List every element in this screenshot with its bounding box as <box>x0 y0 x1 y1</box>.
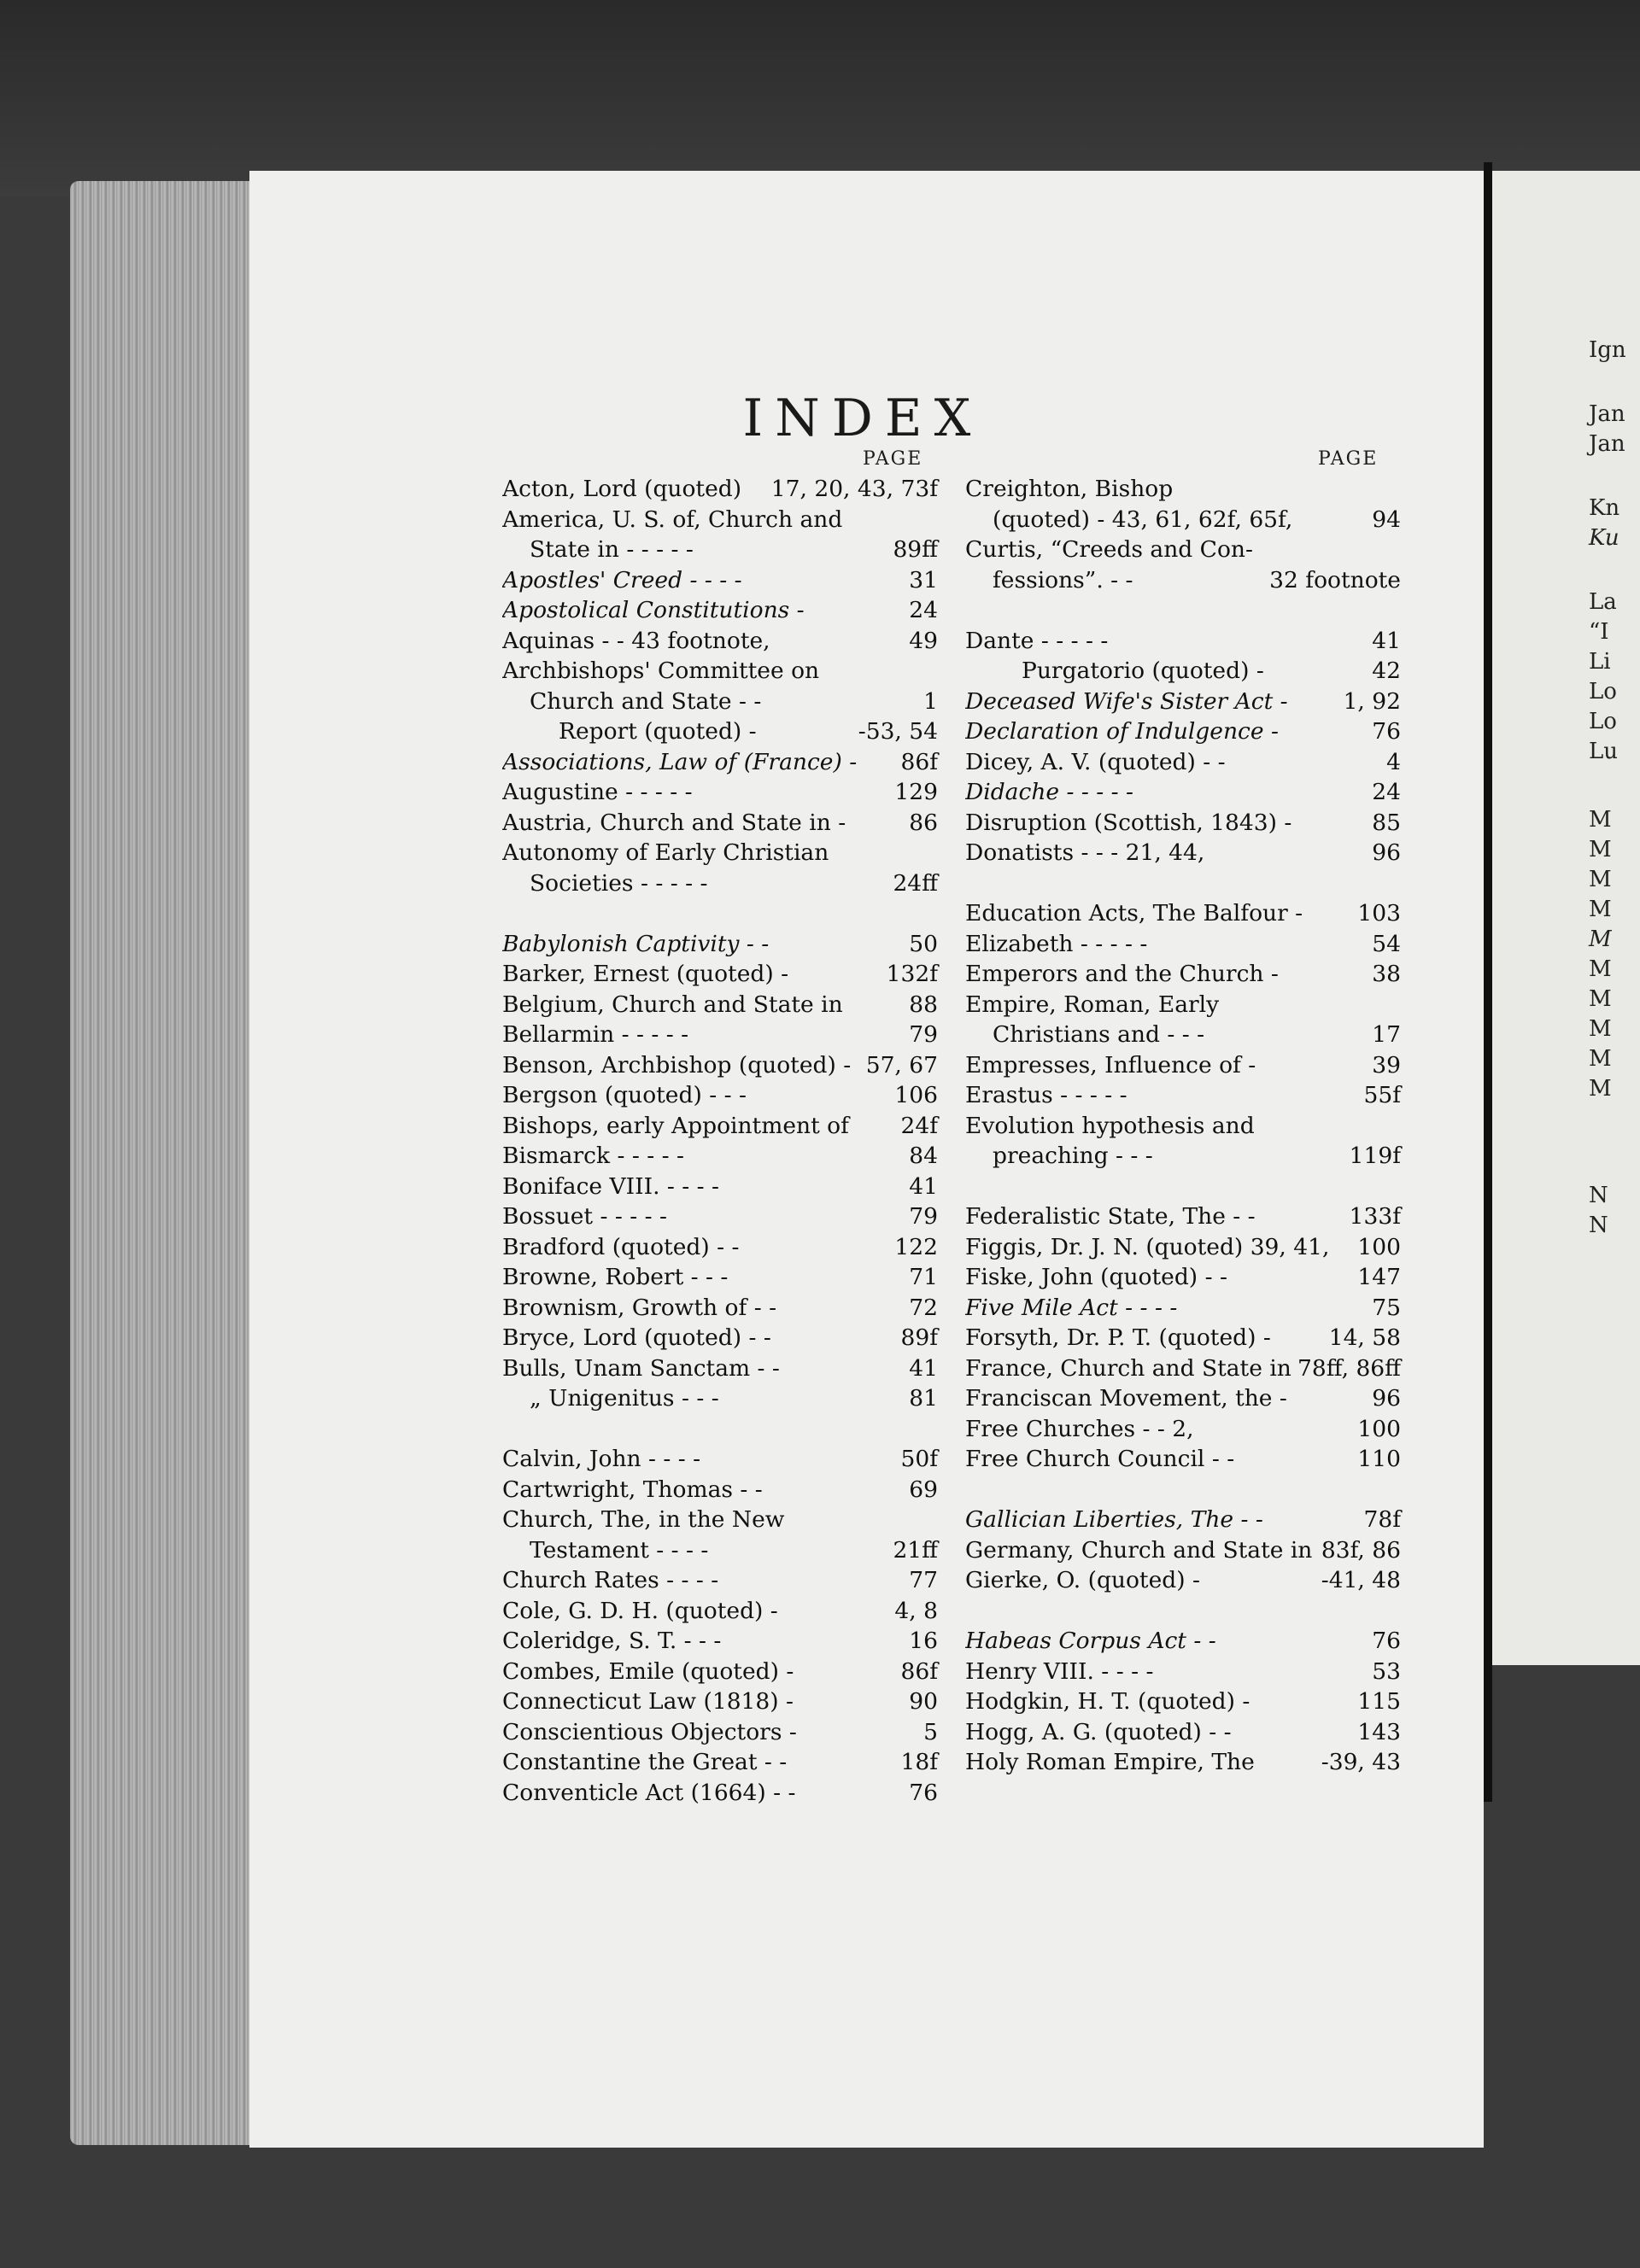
index-term: Dicey, A. V. (quoted) - - <box>965 748 1226 775</box>
index-entry <box>965 838 1401 868</box>
index-pages: 78f <box>1363 1506 1401 1533</box>
index-term: Emperors and the Church - <box>965 961 1279 987</box>
next-page-letter: Jan <box>1589 401 1625 427</box>
index-column-right <box>965 474 1401 1778</box>
index-pages: 72 <box>909 1294 938 1321</box>
index-term: Habeas Corpus Act - - <box>965 1628 1216 1654</box>
index-pages: 41 <box>909 1354 938 1382</box>
index-entry <box>965 687 1401 717</box>
index-entry <box>502 1657 938 1687</box>
index-entry <box>502 1262 938 1293</box>
index-term: Babylonish Captivity - - <box>502 930 770 957</box>
index-entry <box>502 1686 938 1717</box>
index-entry <box>502 716 938 747</box>
index-spacer <box>965 1596 1401 1627</box>
index-entry <box>965 1747 1401 1778</box>
index-entry <box>965 1444 1401 1475</box>
scan-background <box>0 0 1640 196</box>
index-term: Church Rates - - - - <box>502 1567 719 1593</box>
index-pages: 76 <box>909 1779 938 1806</box>
index-term: fessions”. - - <box>993 566 1133 593</box>
index-entry <box>502 1565 938 1596</box>
index-pages: 76 <box>1372 1628 1401 1654</box>
index-pages: 53 <box>1372 1657 1401 1685</box>
index-term: Bradford (quoted) - - <box>502 1233 740 1260</box>
index-entry <box>965 1141 1401 1172</box>
index-pages: 79 <box>909 1203 938 1230</box>
index-term: Germany, Church and State in <box>965 1536 1313 1564</box>
index-entry <box>965 1201 1401 1232</box>
index-pages: 31 <box>909 566 938 593</box>
index-entry <box>965 990 1401 1020</box>
index-term: France, Church and State in <box>965 1354 1292 1382</box>
index-entry <box>502 474 938 505</box>
index-entry <box>502 505 938 535</box>
index-term: Boniface VIII. - - - - <box>502 1172 720 1200</box>
index-pages: 143 <box>1357 1718 1401 1745</box>
index-pages: 54 <box>1372 930 1401 957</box>
next-page-letter: Lu <box>1589 739 1619 764</box>
index-entry <box>502 1111 938 1142</box>
index-term: Empire, Roman, Early <box>965 991 1220 1018</box>
index-term: Associations, Law of (France) - <box>502 748 858 775</box>
index-pages: 96 <box>1372 839 1401 866</box>
index-pages: 57, 67 <box>865 1051 938 1078</box>
index-term: Elizabeth - - - - - <box>965 930 1148 957</box>
index-term: Creighton, Bishop <box>965 476 1174 502</box>
index-entry <box>502 1293 938 1324</box>
index-pages: 147 <box>1357 1264 1401 1290</box>
index-entry <box>965 1080 1401 1111</box>
index-entry <box>502 1505 938 1535</box>
index-term: Bulls, Unam Sanctam - - <box>502 1354 780 1382</box>
index-entry <box>502 1201 938 1232</box>
index-term: Connecticut Law (1818) - <box>502 1688 794 1715</box>
index-term: Christians and - - - <box>993 1021 1205 1048</box>
index-spacer <box>965 868 1401 899</box>
index-entry <box>965 474 1401 505</box>
index-spacer <box>965 595 1401 626</box>
index-term: Purgatorio (quoted) - <box>1022 658 1264 684</box>
index-term: Cartwright, Thomas - - <box>502 1476 763 1503</box>
index-term: Church and State - - <box>530 687 762 715</box>
next-page-letter: M <box>1589 1046 1612 1072</box>
index-entry <box>965 898 1401 929</box>
index-term: Bishops, early Appointment of <box>502 1112 849 1139</box>
index-entry <box>502 565 938 596</box>
next-page-letter: Ign <box>1589 337 1626 363</box>
index-entry <box>502 929 938 960</box>
index-entry <box>965 808 1401 839</box>
index-term: Henry VIII. - - - - <box>965 1657 1154 1685</box>
index-pages: 14, 58 <box>1328 1324 1401 1351</box>
next-page-letter: Li <box>1589 649 1611 675</box>
index-term: Austria, Church and State in - <box>502 809 846 836</box>
index-pages: 32 footnote <box>1269 566 1401 593</box>
index-pages: 50 <box>909 930 938 957</box>
index-term: Free Churches - - 2, <box>965 1415 1194 1442</box>
next-page-letter: M <box>1589 1076 1612 1102</box>
index-term: Autonomy of Early Christian <box>502 839 829 866</box>
next-page-letter: N <box>1589 1183 1608 1208</box>
index-term: preaching - - - <box>993 1143 1153 1169</box>
index-term: Belgium, Church and State in <box>502 991 843 1018</box>
index-term: Bryce, Lord (quoted) - - <box>502 1324 771 1351</box>
index-pages: 1 <box>923 687 938 715</box>
index-pages: 17, 20, 43, 73f <box>770 476 938 502</box>
next-page-letter: M <box>1589 837 1612 862</box>
index-term: Bergson (quoted) - - - <box>502 1082 747 1108</box>
index-entry <box>502 1747 938 1778</box>
index-pages: 79 <box>909 1021 938 1048</box>
index-term: Conventicle Act (1664) - - <box>502 1779 796 1806</box>
index-pages: 96 <box>1372 1385 1401 1412</box>
index-pages: 16 <box>909 1628 938 1654</box>
index-entry <box>965 1626 1401 1657</box>
index-term: Apostolical Constitutions - <box>502 597 805 623</box>
index-pages: 50f <box>900 1446 938 1472</box>
next-page-letter: M <box>1589 956 1612 982</box>
index-pages: 69 <box>909 1476 938 1503</box>
index-term: Declaration of Indulgence - <box>965 718 1279 745</box>
index-pages: 110 <box>1357 1446 1401 1472</box>
index-pages: 21ff <box>893 1536 938 1564</box>
index-entry <box>965 565 1401 596</box>
index-term: Erastus - - - - - <box>965 1082 1128 1108</box>
next-page-letter: Lo <box>1589 679 1617 704</box>
index-term: Fiske, John (quoted) - - <box>965 1264 1227 1290</box>
index-pages: 85 <box>1372 809 1401 836</box>
next-page-letter: M <box>1589 986 1612 1012</box>
index-pages: 90 <box>909 1688 938 1715</box>
next-page-letter: M <box>1589 807 1612 833</box>
index-term: Apostles' Creed - - - - <box>502 566 742 593</box>
index-term: Disruption (Scottish, 1843) - <box>965 809 1292 836</box>
index-pages: 89f <box>900 1324 938 1351</box>
index-term: Augustine - - - - - <box>502 779 693 805</box>
index-pages: 4 <box>1386 748 1401 775</box>
index-pages: 76 <box>1372 718 1401 745</box>
index-entry <box>502 747 938 778</box>
index-entry <box>965 929 1401 960</box>
index-entry <box>965 1657 1401 1687</box>
index-entry <box>502 1717 938 1748</box>
index-pages: 24ff <box>893 869 938 897</box>
index-term: Conscientious Objectors - <box>502 1718 797 1745</box>
index-term: Calvin, John - - - - <box>502 1446 701 1472</box>
index-term: Education Acts, The Balfour - <box>965 900 1303 926</box>
index-pages: 132f <box>886 961 938 987</box>
index-column-left <box>502 474 938 1808</box>
index-term: Acton, Lord (quoted) <box>502 476 742 502</box>
index-term: Archbishops' Committee on <box>502 658 820 684</box>
index-term: Bossuet - - - - - <box>502 1203 667 1230</box>
index-entry <box>502 1020 938 1050</box>
index-entry <box>502 595 938 626</box>
index-pages: 86f <box>900 748 938 775</box>
next-page-letter: La <box>1589 589 1617 615</box>
index-entry <box>965 1717 1401 1748</box>
index-term: Free Church Council - - <box>965 1446 1235 1472</box>
index-term: Testament - - - - <box>530 1536 709 1564</box>
index-entry <box>502 656 938 687</box>
index-entry <box>965 1111 1401 1142</box>
index-entry <box>965 1565 1401 1596</box>
next-page-letter: N <box>1589 1213 1608 1238</box>
index-entry <box>965 1353 1401 1384</box>
index-term: Didache - - - - - <box>965 779 1133 805</box>
index-pages: 71 <box>909 1264 938 1290</box>
index-pages: 75 <box>1372 1294 1401 1321</box>
index-entry <box>965 1414 1401 1445</box>
next-page-letter: M <box>1589 867 1612 892</box>
index-term: America, U. S. of, Church and <box>502 506 843 533</box>
index-pages: 77 <box>909 1567 938 1593</box>
index-pages: 84 <box>909 1143 938 1169</box>
index-entry <box>965 1232 1401 1263</box>
page-title: INDEX <box>742 389 983 449</box>
index-term: Empresses, Influence of - <box>965 1051 1256 1078</box>
index-pages: 1, 92 <box>1343 687 1401 715</box>
index-pages: 38 <box>1372 961 1401 987</box>
index-entry <box>502 1141 938 1172</box>
index-entry <box>965 626 1401 657</box>
next-page-letter: M <box>1589 1016 1612 1042</box>
index-term: Curtis, “Creeds and Con- <box>965 536 1253 563</box>
book-page-edges <box>70 181 254 2145</box>
index-pages: -39, 43 <box>1321 1749 1401 1775</box>
next-page-letter: Lo <box>1589 709 1617 734</box>
index-term: Church, The, in the New <box>502 1506 785 1533</box>
index-entry <box>965 1535 1401 1566</box>
index-term: Societies - - - - - <box>530 869 708 897</box>
index-term: Deceased Wife's Sister Act - <box>965 687 1288 715</box>
index-pages: 55f <box>1363 1082 1401 1108</box>
index-pages: 18f <box>900 1749 938 1775</box>
index-entry <box>965 1020 1401 1050</box>
index-pages: 24f <box>900 1112 938 1139</box>
index-pages: 24 <box>1372 779 1401 805</box>
index-entry <box>502 1080 938 1111</box>
index-term: Gallician Liberties, The - - <box>965 1506 1263 1533</box>
index-entry <box>502 959 938 990</box>
index-term: Bellarmin - - - - - <box>502 1021 689 1048</box>
index-entry <box>502 1626 938 1657</box>
index-term: State in - - - - - <box>530 536 694 563</box>
index-entry <box>965 1323 1401 1353</box>
index-term: Brownism, Growth of - - <box>502 1294 777 1321</box>
index-pages: 89ff <box>893 536 938 563</box>
index-pages: 86f <box>900 1657 938 1685</box>
index-entry <box>965 747 1401 778</box>
index-entry <box>502 1323 938 1353</box>
index-entry <box>965 656 1401 687</box>
index-pages: 122 <box>894 1233 938 1260</box>
index-term: Constantine the Great - - <box>502 1749 788 1775</box>
next-page-fragment <box>1492 171 1640 1665</box>
index-pages: 78ff, 86ff <box>1297 1354 1401 1382</box>
book-spine <box>1484 162 1492 1802</box>
index-pages: 17 <box>1372 1021 1401 1048</box>
index-term: Hodgkin, H. T. (quoted) - <box>965 1688 1250 1715</box>
index-entry <box>965 1262 1401 1293</box>
index-pages: 41 <box>909 1172 938 1200</box>
index-pages: 81 <box>909 1385 938 1412</box>
index-pages: 49 <box>909 627 938 654</box>
next-page-letter: “I <box>1589 619 1609 645</box>
index-term: Report (quoted) - <box>559 718 757 745</box>
index-pages: 115 <box>1357 1688 1401 1715</box>
index-term: Evolution hypothesis and <box>965 1112 1255 1139</box>
index-term: Combes, Emile (quoted) - <box>502 1657 794 1685</box>
index-entry <box>502 626 938 657</box>
index-term: Barker, Ernest (quoted) - <box>502 961 789 987</box>
index-entry <box>502 1596 938 1627</box>
index-term: Benson, Archbishop (quoted) - <box>502 1051 852 1078</box>
index-term: „ Unigenitus - - - <box>530 1385 719 1412</box>
index-term: Five Mile Act - - - - <box>965 1294 1178 1321</box>
next-page-letter: Kn <box>1589 495 1620 521</box>
index-pages: 100 <box>1357 1233 1401 1260</box>
index-term: Bismarck - - - - - <box>502 1143 684 1169</box>
right-page-header: PAGE <box>1318 448 1379 470</box>
index-pages: 83f, 86 <box>1321 1536 1401 1564</box>
index-entry <box>502 990 938 1020</box>
index-pages: 106 <box>894 1082 938 1108</box>
index-entry <box>502 1778 938 1809</box>
next-page-letter: M <box>1589 926 1612 952</box>
index-entry <box>502 1475 938 1505</box>
index-term: Franciscan Movement, the - <box>965 1385 1287 1412</box>
index-entry <box>502 1383 938 1414</box>
index-entry <box>502 535 938 565</box>
index-entry <box>965 1050 1401 1081</box>
index-pages: 88 <box>909 991 938 1018</box>
index-pages: 119f <box>1349 1143 1401 1169</box>
index-term: (quoted) - 43, 61, 62f, 65f, <box>993 506 1293 533</box>
next-page-letter: Ku <box>1589 525 1620 551</box>
index-entry <box>965 777 1401 808</box>
next-page-letter: Jan <box>1589 431 1625 457</box>
index-term: Hogg, A. G. (quoted) - - <box>965 1718 1232 1745</box>
index-term: Coleridge, S. T. - - - <box>502 1628 722 1654</box>
index-entry <box>965 505 1401 535</box>
index-entry <box>502 1172 938 1202</box>
index-pages: -41, 48 <box>1321 1567 1401 1593</box>
next-page-letter: M <box>1589 897 1612 922</box>
index-pages: 41 <box>1372 627 1401 654</box>
index-pages: 103 <box>1357 900 1401 926</box>
index-entry <box>965 1686 1401 1717</box>
index-pages: 100 <box>1357 1415 1401 1442</box>
index-entry <box>502 868 938 899</box>
index-pages: 133f <box>1349 1203 1401 1230</box>
index-entry <box>502 1444 938 1475</box>
index-term: Dante - - - - - <box>965 627 1109 654</box>
index-term: Forsyth, Dr. P. T. (quoted) - <box>965 1324 1271 1351</box>
index-pages: 86 <box>909 809 938 836</box>
index-term: Aquinas - - 43 footnote, <box>502 627 770 654</box>
left-page-header: PAGE <box>863 448 923 470</box>
index-term: Donatists - - - 21, 44, <box>965 839 1205 866</box>
index-pages: 4, 8 <box>894 1597 938 1624</box>
index-pages: 129 <box>894 779 938 805</box>
index-term: Holy Roman Empire, The <box>965 1749 1255 1775</box>
index-term: Federalistic State, The - - <box>965 1203 1256 1230</box>
index-pages: -53, 54 <box>858 718 938 745</box>
index-entry <box>965 1293 1401 1324</box>
index-entry <box>502 1050 938 1081</box>
index-pages: 24 <box>909 597 938 623</box>
index-term: Gierke, O. (quoted) - <box>965 1567 1200 1593</box>
index-entry <box>502 1232 938 1263</box>
index-entry <box>502 687 938 717</box>
index-entry <box>502 777 938 808</box>
index-pages: 39 <box>1372 1051 1401 1078</box>
index-spacer <box>965 1172 1401 1202</box>
index-spacer <box>965 1475 1401 1505</box>
index-term: Browne, Robert - - - <box>502 1264 729 1290</box>
index-term: Cole, G. D. H. (quoted) - <box>502 1597 778 1624</box>
index-entry <box>965 1383 1401 1414</box>
index-entry <box>502 808 938 839</box>
index-entry <box>965 959 1401 990</box>
index-pages: 42 <box>1372 658 1401 684</box>
index-spacer <box>502 898 938 929</box>
index-entry <box>502 1535 938 1566</box>
index-entry <box>502 1353 938 1384</box>
index-spacer <box>502 1414 938 1445</box>
index-pages: 94 <box>1372 506 1401 533</box>
index-pages: 5 <box>923 1718 938 1745</box>
index-entry <box>965 535 1401 565</box>
index-entry <box>965 1505 1401 1535</box>
index-term: Figgis, Dr. J. N. (quoted) 39, 41, <box>965 1233 1330 1260</box>
index-entry <box>502 838 938 868</box>
index-entry <box>965 716 1401 747</box>
